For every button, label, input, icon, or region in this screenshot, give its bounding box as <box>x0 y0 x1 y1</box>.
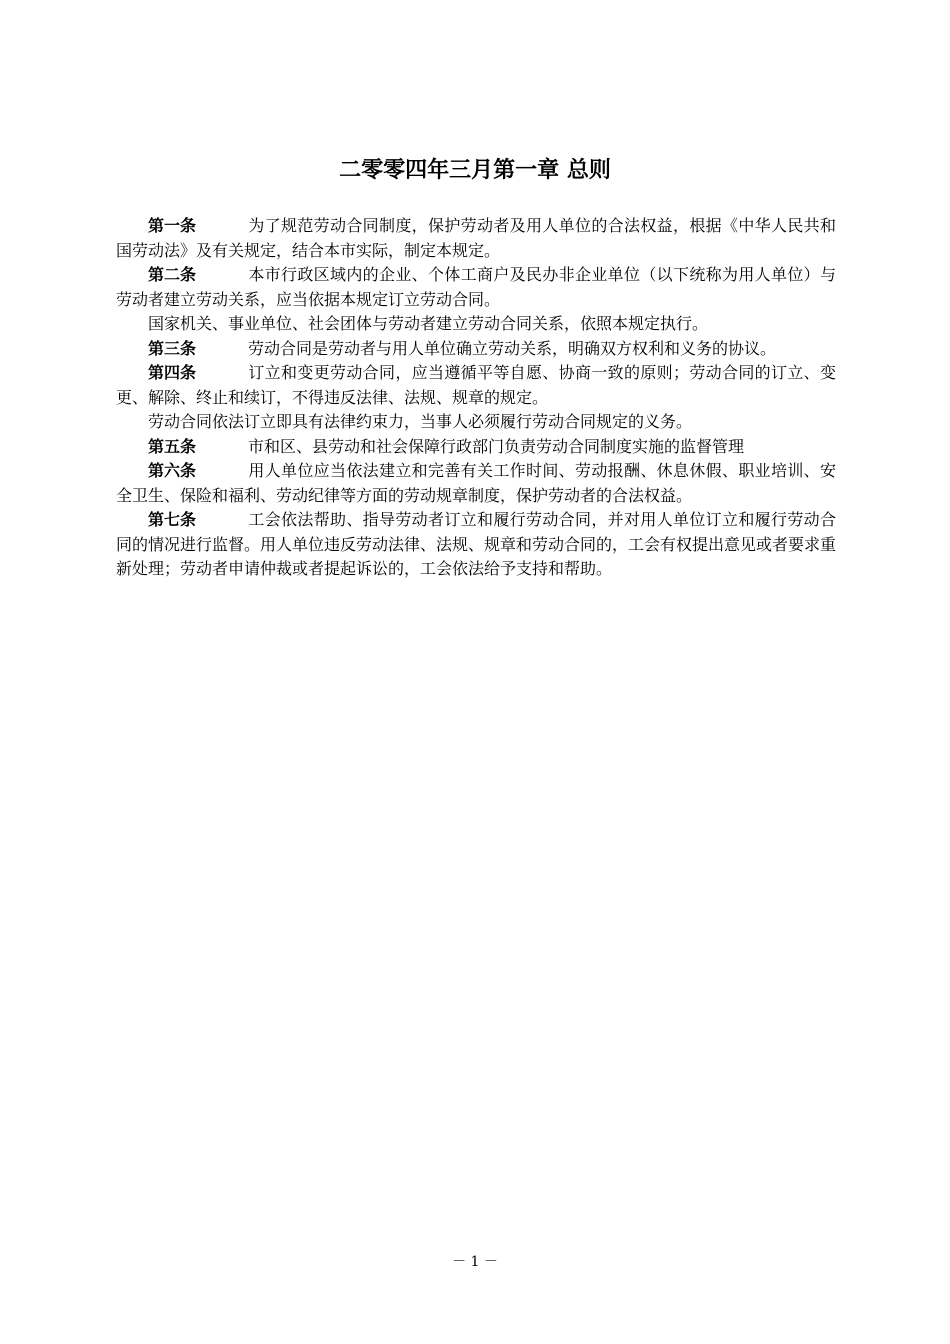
article-label: 第六条 <box>148 461 197 480</box>
article-text: 劳动合同是劳动者与用人单位确立劳动关系，明确双方权利和义务的协议。 <box>248 338 777 358</box>
article-3 <box>116 337 836 362</box>
article-label: 第七条 <box>148 510 197 529</box>
article-6 <box>116 459 836 508</box>
article-2-continuation <box>116 312 836 337</box>
paragraph-text: 劳动合同依法订立即具有法律约束力，当事人必须履行劳动合同规定的义务。 <box>148 412 693 431</box>
document-title: 二零零四年三月第一章 总则 <box>339 158 611 183</box>
article-label: 第一条 <box>148 216 197 235</box>
article-1 <box>116 214 836 263</box>
article-4-continuation <box>116 410 836 435</box>
article-text: 市和区、县劳动和社会保障行政部门负责劳动合同制度实施的监督管理 <box>248 436 745 456</box>
article-label: 第四条 <box>148 363 197 382</box>
document-body <box>116 214 836 582</box>
article-2 <box>116 263 836 312</box>
article-text: 为了规范劳动合同制度，保护劳动者及用人单位的合法权益，根据《中华人民共和国劳动法》及有关规定，结合本市实际，制定本规定。 <box>116 216 836 260</box>
article-text: 工会依法帮助、指导劳动者订立和履行劳动合同，并对用人单位订立和履行劳动合同的情况进行监督。用人单位违反劳动法律、法规、规章和劳动合同的，工会有权提出意见或者要求重新处理；劳动者申请仲裁或者提起诉讼的，工会依法给予支持和帮助。 <box>116 510 837 578</box>
article-label: 第五条 <box>148 436 197 456</box>
article-4 <box>116 361 836 410</box>
article-5 <box>116 435 836 460</box>
article-text: 本市行政区域内的企业、个体工商户及民办非企业单位（以下统称为用人单位）与劳动者建立劳动关系，应当依据本规定订立劳动合同。 <box>116 265 836 309</box>
page-number: － 1 － <box>452 1254 498 1270</box>
article-text: 订立和变更劳动合同，应当遵循平等自愿、协商一致的原则；劳动合同的订立、变更、解除、终止和续订，不得违反法律、法规、规章的规定。 <box>116 363 836 407</box>
paragraph-text: 国家机关、事业单位、社会团体与劳动者建立劳动合同关系，依照本规定执行。 <box>148 314 709 333</box>
article-label: 第二条 <box>148 265 197 284</box>
article-7 <box>116 508 836 582</box>
article-text: 用人单位应当依法建立和完善有关工作时间、劳动报酬、休息休假、职业培训、安全卫生、保险和福利、劳动纪律等方面的劳动规章制度，保护劳动者的合法权益。 <box>116 461 836 505</box>
article-label: 第三条 <box>148 338 197 358</box>
